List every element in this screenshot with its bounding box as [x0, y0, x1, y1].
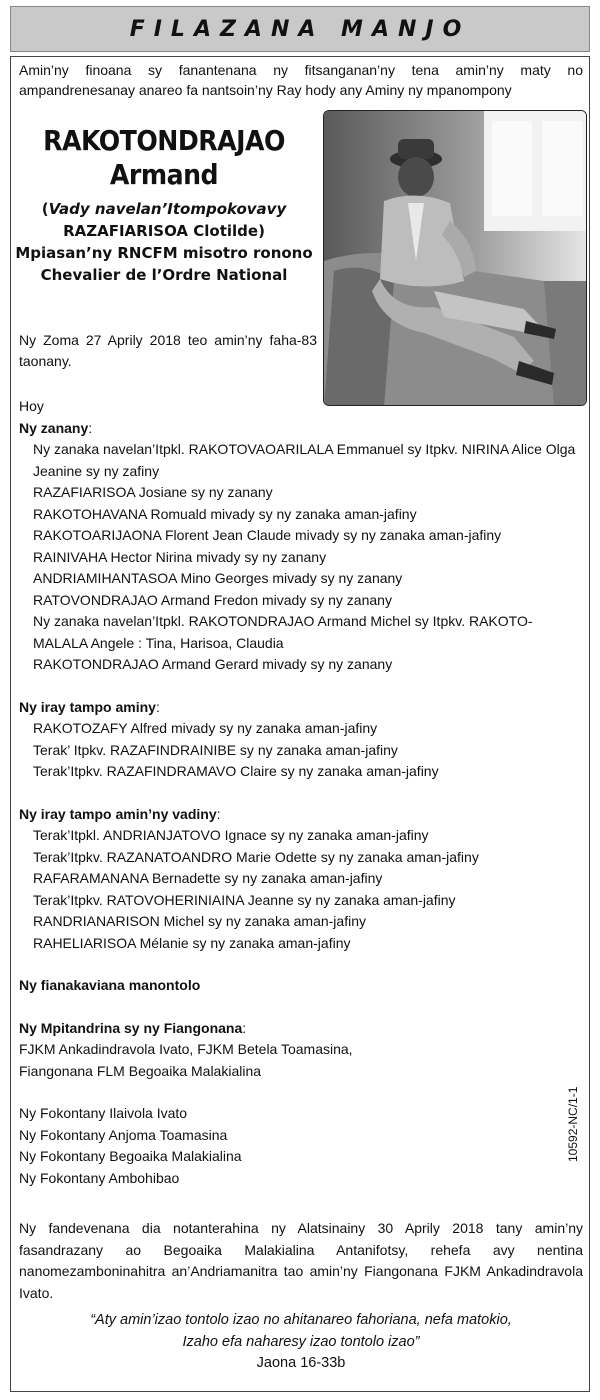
list-item: Terak’Itpkl. ANDRIANJATOVO Ignace sy ny zanaka aman-jafiny [33, 827, 429, 843]
deceased-role: Mpiasan’ny RNCFM misotro ronono [15, 244, 313, 262]
spacer [19, 783, 583, 804]
relatives-heading: Ny fianakaviana manontolo [19, 977, 201, 993]
deceased-honor: Chevalier de l’Ordre National [40, 266, 288, 284]
spouse-close-paren: ) [258, 222, 265, 240]
list-item: RATOVONDRAJAO Armand Fredon mivady sy ny zanany [33, 591, 392, 608]
spacer [19, 676, 583, 697]
pastors-heading-colon: : [242, 1019, 247, 1036]
spacer [19, 997, 583, 1018]
list-item: Ny Fokontany Begoaika Malakialina [19, 1148, 242, 1164]
list-item: Terak’Itpkv. RATOVOHERINIAINA Jeanne sy ny zanaka aman-jafiny [33, 891, 456, 908]
spacer [19, 954, 583, 975]
list-item: RAKOTONDRAJAO Armand Gerard mivady sy ny zanany [33, 656, 393, 672]
siblings-heading-colon: : [155, 698, 160, 715]
spouse-siblings-heading-line [19, 804, 583, 826]
list-item: Ny Fokontany Anjoma Toamasina [19, 1126, 228, 1143]
spouse-label-line [14, 198, 314, 220]
intro-text: Amin’ny finoana sy fanantenana ny fitsanganan’ny tena amin’ny maty no ampandrenesanay anareo fa nantsoin’ny Ray hody any Aminy ny mpanompony [19, 62, 583, 98]
funeral-notice: Ny fandevenana dia notanterahina ny Alatsinainy 30 Aprily 2018 tany amin’ny fasandrazany ao Begoaika Malakialina Antanifotsy, rehefa avy nentina nanomezamboninahitra an’Andriamanitra tao amin’ny Fiangonana FJKM Ankadindravola Ivato. [19, 1220, 583, 1301]
header-bar [10, 6, 590, 52]
list-item: RAZAFIARISOA Josiane sy ny zanany [33, 484, 273, 500]
list-item: RAINIVAHA Hector Nirina mivady sy ny zanany [33, 548, 327, 565]
page-title: FILAZANA MANJO [129, 16, 471, 42]
deceased-firstname: Armand [109, 158, 219, 191]
verse-reference: Jaona 16-33b [256, 1355, 346, 1371]
list-item: Ny zanaka navelan’Itpkl. RAKOTOVAOARILALA Emmanuel sy Itpkv. NIRINA Alice Olga Jeanine sy ny zafiny [33, 441, 576, 479]
spacer [19, 1082, 583, 1103]
list-item: Terak’Itpkv. RAZANATOANDRO Marie Odette sy ny zanaka aman-jafiny [33, 848, 479, 865]
list-item: RAHELIARISOA Mélanie sy ny zanaka aman-jafiny [33, 934, 351, 951]
deceased-portrait-photo [323, 110, 587, 406]
spouse-siblings-heading-colon: : [216, 805, 221, 822]
deceased-name-block [14, 124, 314, 286]
deceased-surname: RAKOTONDRAJAO [43, 124, 285, 157]
spouse-label: Vady navelan’Itompokovavy [48, 200, 287, 218]
siblings-heading-line [19, 697, 583, 719]
spouse-siblings-heading: Ny iray tampo amin’ny vadiny [19, 805, 217, 822]
pastors-heading-line [19, 1018, 583, 1040]
spouse-name: RAZAFIARISOA Clotilde [63, 222, 259, 240]
children-heading-colon: : [88, 419, 93, 436]
list-item: Terak’Itpkv. RAZAFINDRAMAVO Claire sy ny zanaka aman-jafiny [33, 763, 439, 779]
list-item: RAFARAMANANA Bernadette sy ny zanaka aman-jafiny [33, 870, 383, 886]
verse-line-1: “Aty amin’izao tontolo izao no ahitanareo fahoriana, nefa matokio, [90, 1312, 512, 1328]
hoy-text: Hoy [19, 398, 44, 414]
list-item: Ny Fokontany Ambohibao [19, 1169, 180, 1186]
reference-code: 10592-NC/1-1 [566, 1086, 580, 1162]
verse-line-2: Izaho efa naharesy izao tontolo izao” [182, 1333, 420, 1350]
list-item: Ny zanaka navelan’Itpkl. RAKOTONDRAJAO Armand Michel sy Itpkv. RAKOTO-MALALA Angele : Tina, Harisoa, Claudia [33, 613, 533, 651]
list-item: RAKOTOZAFY Alfred mivady sy ny zanaka aman-jafiny [33, 720, 378, 736]
notice-body [19, 396, 583, 1189]
siblings-heading: Ny iray tampo aminy [19, 698, 156, 715]
death-notice: Ny Zoma 27 Aprily 2018 teo amin’ny faha-83 taonany. [19, 332, 317, 369]
list-item: Fiangonana FLM Begoaika Malakialina [19, 1062, 262, 1079]
children-heading-line [19, 418, 583, 440]
list-item: RANDRIANARISON Michel sy ny zanaka aman-jafiny [33, 913, 366, 929]
children-heading: Ny zanany [19, 419, 89, 436]
portrait-illustration [324, 111, 587, 406]
list-item: ANDRIAMIHANTASOA Mino Georges mivady sy ny zanany [33, 570, 403, 586]
spouse-open-paren: ( [41, 200, 49, 218]
bible-verse [19, 1310, 583, 1375]
list-item: RAKOTOARIJAONA Florent Jean Claude mivady sy ny zanaka aman-jafiny [33, 527, 502, 543]
pastors-heading: Ny Mpitandrina sy ny Fiangonana [19, 1019, 243, 1036]
spouse-name-line [14, 220, 314, 242]
list-item: Ny Fokontany Ilaivola Ivato [19, 1105, 188, 1121]
list-item: FJKM Ankadindravola Ivato, FJKM Betela Toamasina, [19, 1041, 353, 1057]
list-item: Terak’ Itpkv. RAZAFINDRAINIBE sy ny zanaka aman-jafiny [33, 741, 398, 758]
list-item: RAKOTOHAVANA Romuald mivady sy ny zanaka aman-jafiny [33, 505, 417, 522]
